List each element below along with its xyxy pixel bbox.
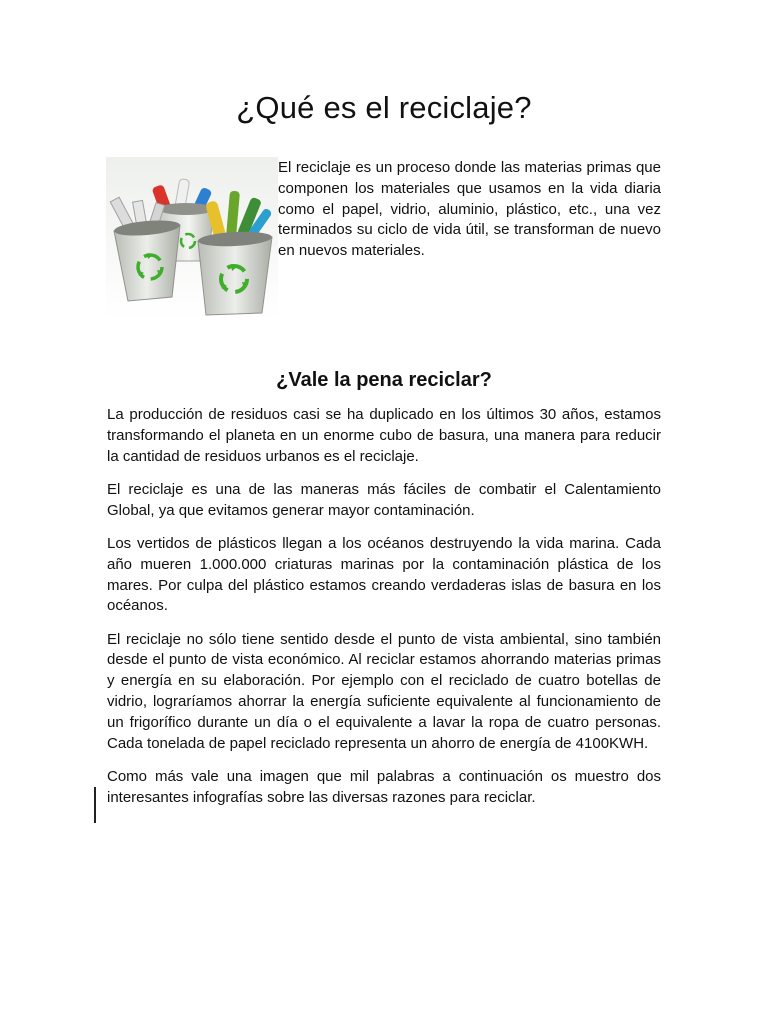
paragraph: Los vertidos de plásticos llegan a los océanos destruyendo la vida marina. Cada año mueren 1.000.000 criaturas marinas por la contaminación plástica de los mares. Por culpa del plástico estamos creando verdaderas islas de basura en los océanos.	[107, 534, 661, 615]
text-cursor	[94, 787, 96, 823]
paragraph: El reciclaje es una de las maneras más fáciles de combatir el Calentamiento Global, ya que evitamos generar mayor contaminación.	[107, 480, 661, 519]
body-text	[107, 405, 661, 821]
intro-paragraph: El reciclaje es un proceso donde las materias primas que componen los materiales que usamos en la vida diaria como el papel, vidrio, aluminio, plástico, etc., una vez terminados su ciclo de vida útil, se transforman de nuevo en nuevos materiales.	[278, 159, 661, 260]
section-subtitle: ¿Vale la pena reciclar?	[276, 369, 492, 391]
paragraph: El reciclaje no sólo tiene sentido desde el punto de vista ambiental, sino también desde el punto de vista económico. Al reciclar estamos ahorrando materias primas y energía en su elaboración. Por ejemplo con el reciclado de cuatro botellas de vidrio, lograríamos ahorrar la energía suficiente equivalente al funcionamiento de un frigorífico durante un día o el equivalente a lavar la ropa de cuatro personas. Cada tonelada de papel reciclado representa un ahorro de energía de 4100KWH.	[107, 630, 661, 752]
paragraph: La producción de residuos casi se ha duplicado en los últimos 30 años, estamos transformando el planeta en un enorme cubo de basura, una manera para reducir la cantidad de residuos urbanos es el reciclaje.	[107, 406, 661, 465]
recycling-bins-icon	[106, 157, 278, 320]
page-title: ¿Qué es el reciclaje?	[236, 90, 532, 125]
paragraph: Como más vale una imagen que mil palabras a continuación os muestro dos interesantes infografías sobre las diversas razones para reciclar.	[107, 767, 661, 806]
